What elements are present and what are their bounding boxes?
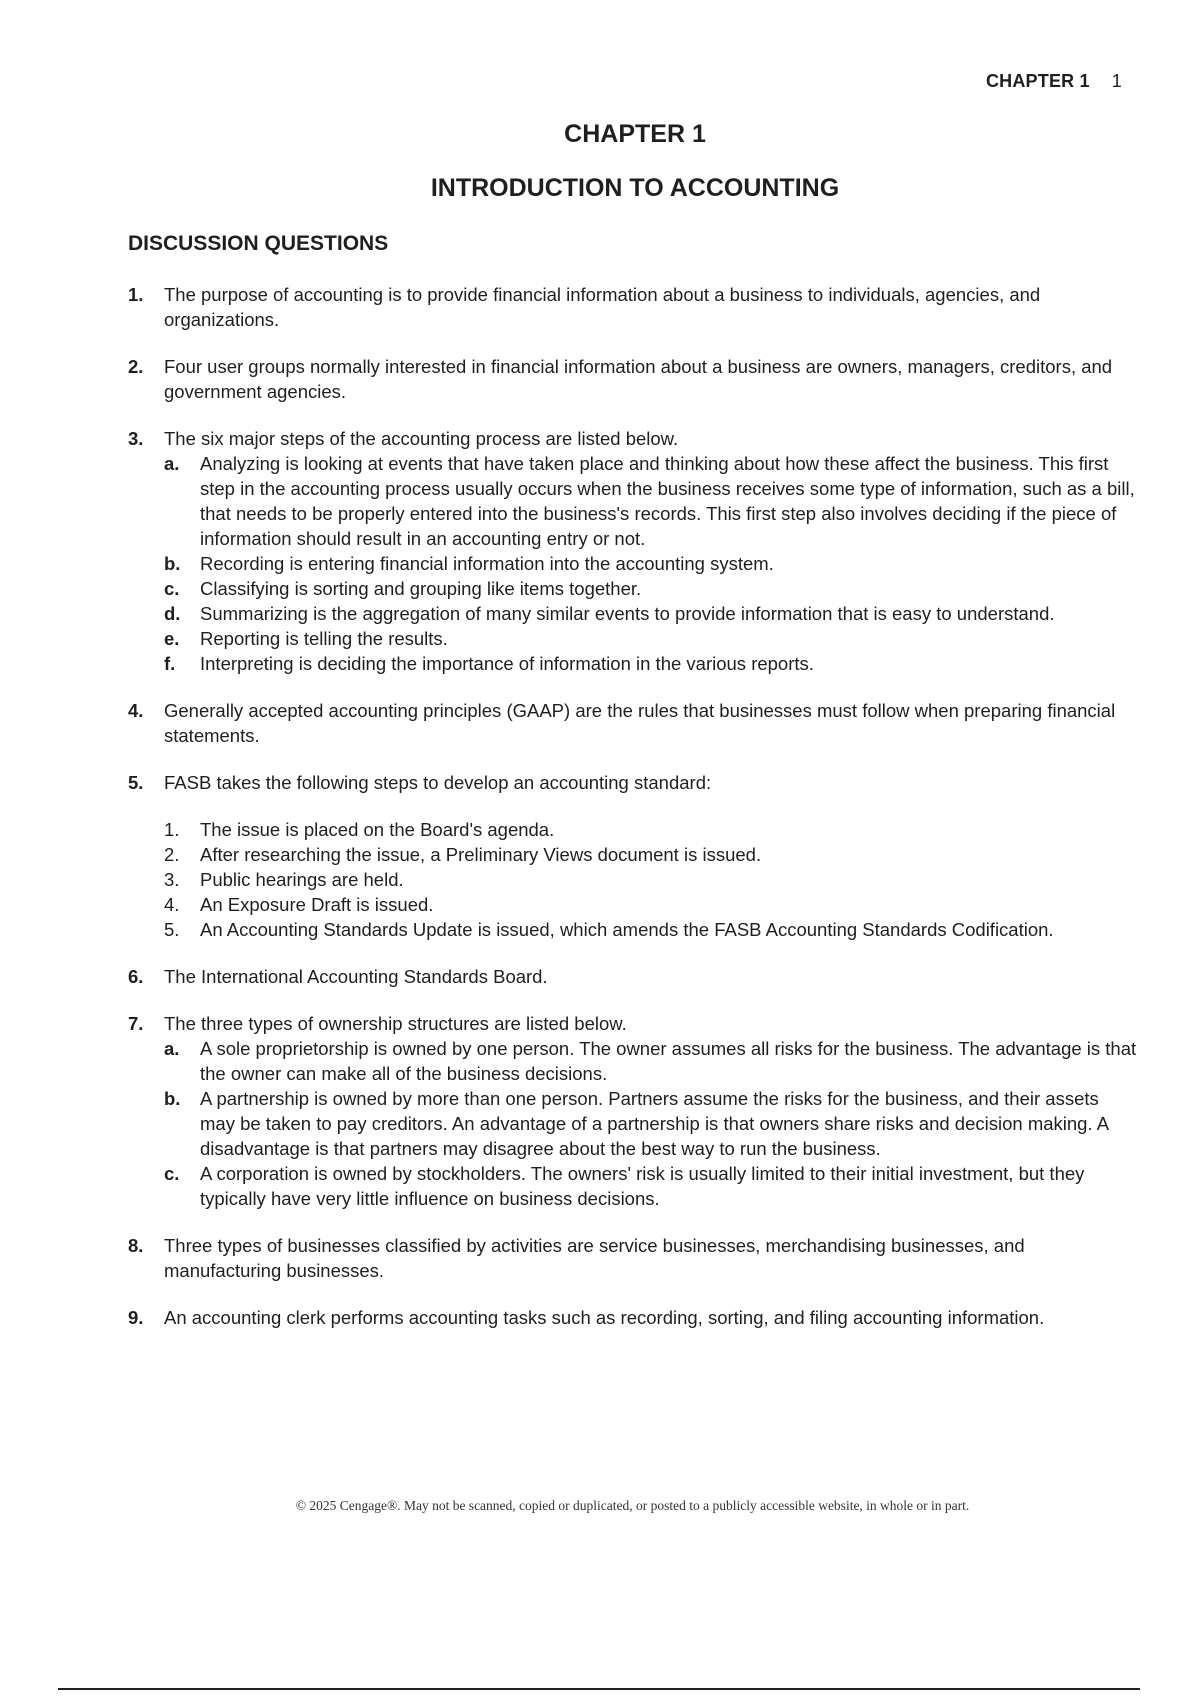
question-number: 9.	[128, 1307, 144, 1328]
question-number: 4.	[128, 700, 144, 721]
running-header-title: CHAPTER 1	[985, 71, 1090, 91]
sub-item-text: Classifying is sorting and grouping like items together.	[200, 578, 642, 599]
step-item	[164, 867, 1138, 892]
sub-item-text: Analyzing is looking at events that have taken place and thinking about how these affect the business. This first step in the accounting process usually occurs when the business receives some type of information, such as a bill, that needs to be properly entered into the business's records. This first step also involves deciding if the piece of information should result in an accounting entry or not.	[200, 453, 1135, 549]
question-text: An accounting clerk performs accounting tasks such as recording, sorting, and filing accounting information.	[164, 1307, 1045, 1328]
copyright-notice: © 2025 Cengage®. May not be scanned, copied or duplicated, or posted to a publicly accessible website, in whole or in part.	[295, 1498, 970, 1513]
question-item	[128, 1305, 1138, 1330]
step-number: 4.	[164, 894, 180, 915]
question-number: 7.	[128, 1013, 144, 1034]
question-number: 6.	[128, 966, 144, 987]
step-item	[164, 842, 1138, 867]
sub-item-text: A corporation is owned by stockholders. The owners' risk is usually limited to their initial investment, but they typically have very little influence on business decisions.	[200, 1163, 1085, 1209]
step-item	[164, 892, 1138, 917]
sub-item-letter: b.	[164, 553, 181, 574]
step-number: 3.	[164, 869, 180, 890]
step-number: 2.	[164, 844, 180, 865]
chapter-subtitle: INTRODUCTION TO ACCOUNTING	[430, 174, 840, 202]
question-number: 8.	[128, 1235, 144, 1256]
section-heading: DISCUSSION QUESTIONS	[128, 232, 389, 255]
question-text: The six major steps of the accounting process are listed below.	[164, 428, 679, 449]
question-number: 5.	[128, 772, 144, 793]
step-text: After researching the issue, a Preliminary Views document is issued.	[200, 844, 762, 865]
running-header	[986, 71, 1122, 92]
sub-item	[164, 551, 1138, 576]
step-number: 5.	[164, 919, 180, 940]
step-text: Public hearings are held.	[200, 869, 404, 890]
bottom-divider	[58, 1688, 1140, 1690]
sub-item-text: Summarizing is the aggregation of many similar events to provide information that is easy to understand.	[200, 603, 1055, 624]
sub-item	[164, 1086, 1138, 1161]
step-text: An Accounting Standards Update is issued, which amends the FASB Accounting Standards Codification.	[200, 919, 1054, 940]
question-item	[128, 354, 1138, 404]
sub-item-letter: d.	[164, 603, 181, 624]
sub-item-text: Reporting is telling the results.	[200, 628, 448, 649]
step-item	[164, 917, 1138, 942]
step-number: 1.	[164, 819, 180, 840]
sub-item-text: A partnership is owned by more than one person. Partners assume the risks for the business, and their assets may be taken to pay creditors. An advantage of a partnership is that owners share risks and decision making. A disadvantage is that partners may disagree about the best way to run the business.	[200, 1088, 1109, 1159]
sub-item	[164, 1161, 1138, 1211]
question-number: 3.	[128, 428, 144, 449]
questions-list	[128, 282, 1138, 1352]
question-number: 1.	[128, 284, 144, 305]
sub-item-letter: a.	[164, 1038, 180, 1059]
question-number: 2.	[128, 356, 144, 377]
step-text: An Exposure Draft is issued.	[200, 894, 434, 915]
question-text: Generally accepted accounting principles (GAAP) are the rules that businesses must follow when preparing financial statements.	[164, 700, 1116, 746]
question-text: The International Accounting Standards Board.	[164, 966, 548, 987]
sub-item	[164, 576, 1138, 601]
chapter-title: CHAPTER 1	[564, 120, 706, 148]
sub-item	[164, 451, 1138, 551]
question-text: The three types of ownership structures are listed below.	[164, 1013, 627, 1034]
sub-item	[164, 626, 1138, 651]
sub-item-letter: c.	[164, 1163, 180, 1184]
sub-item-text: Recording is entering financial information into the accounting system.	[200, 553, 774, 574]
steps-list	[164, 817, 1138, 942]
question-item	[128, 964, 1138, 989]
question-text: FASB takes the following steps to develop an accounting standard:	[164, 772, 712, 793]
sub-item-letter: c.	[164, 578, 180, 599]
sub-item-letter: b.	[164, 1088, 181, 1109]
page-number: 1	[1111, 71, 1122, 91]
question-item	[128, 1233, 1138, 1283]
question-item	[128, 282, 1138, 332]
step-item	[164, 817, 1138, 842]
question-item	[128, 426, 1138, 676]
sub-item-text: Interpreting is deciding the importance of information in the various reports.	[200, 653, 814, 674]
question-text: Four user groups normally interested in financial information about a business are owners, managers, creditors, and government agencies.	[164, 356, 1113, 402]
sub-item-letter: f.	[164, 653, 176, 674]
question-text: The purpose of accounting is to provide financial information about a business to individuals, agencies, and organizations.	[164, 284, 1041, 330]
question-item	[128, 698, 1138, 748]
sub-item-text: A sole proprietorship is owned by one person. The owner assumes all risks for the business. The advantage is that the owner can make all of the business decisions.	[200, 1038, 1137, 1084]
question-text: Three types of businesses classified by activities are service businesses, merchandising businesses, and manufacturing businesses.	[164, 1235, 1025, 1281]
sub-item	[164, 1036, 1138, 1086]
sub-item-letter: a.	[164, 453, 180, 474]
question-item	[128, 770, 1138, 942]
step-text: The issue is placed on the Board's agenda.	[200, 819, 555, 840]
sub-item	[164, 601, 1138, 626]
sub-item-letter: e.	[164, 628, 180, 649]
question-item	[128, 1011, 1138, 1211]
sub-item	[164, 651, 1138, 676]
